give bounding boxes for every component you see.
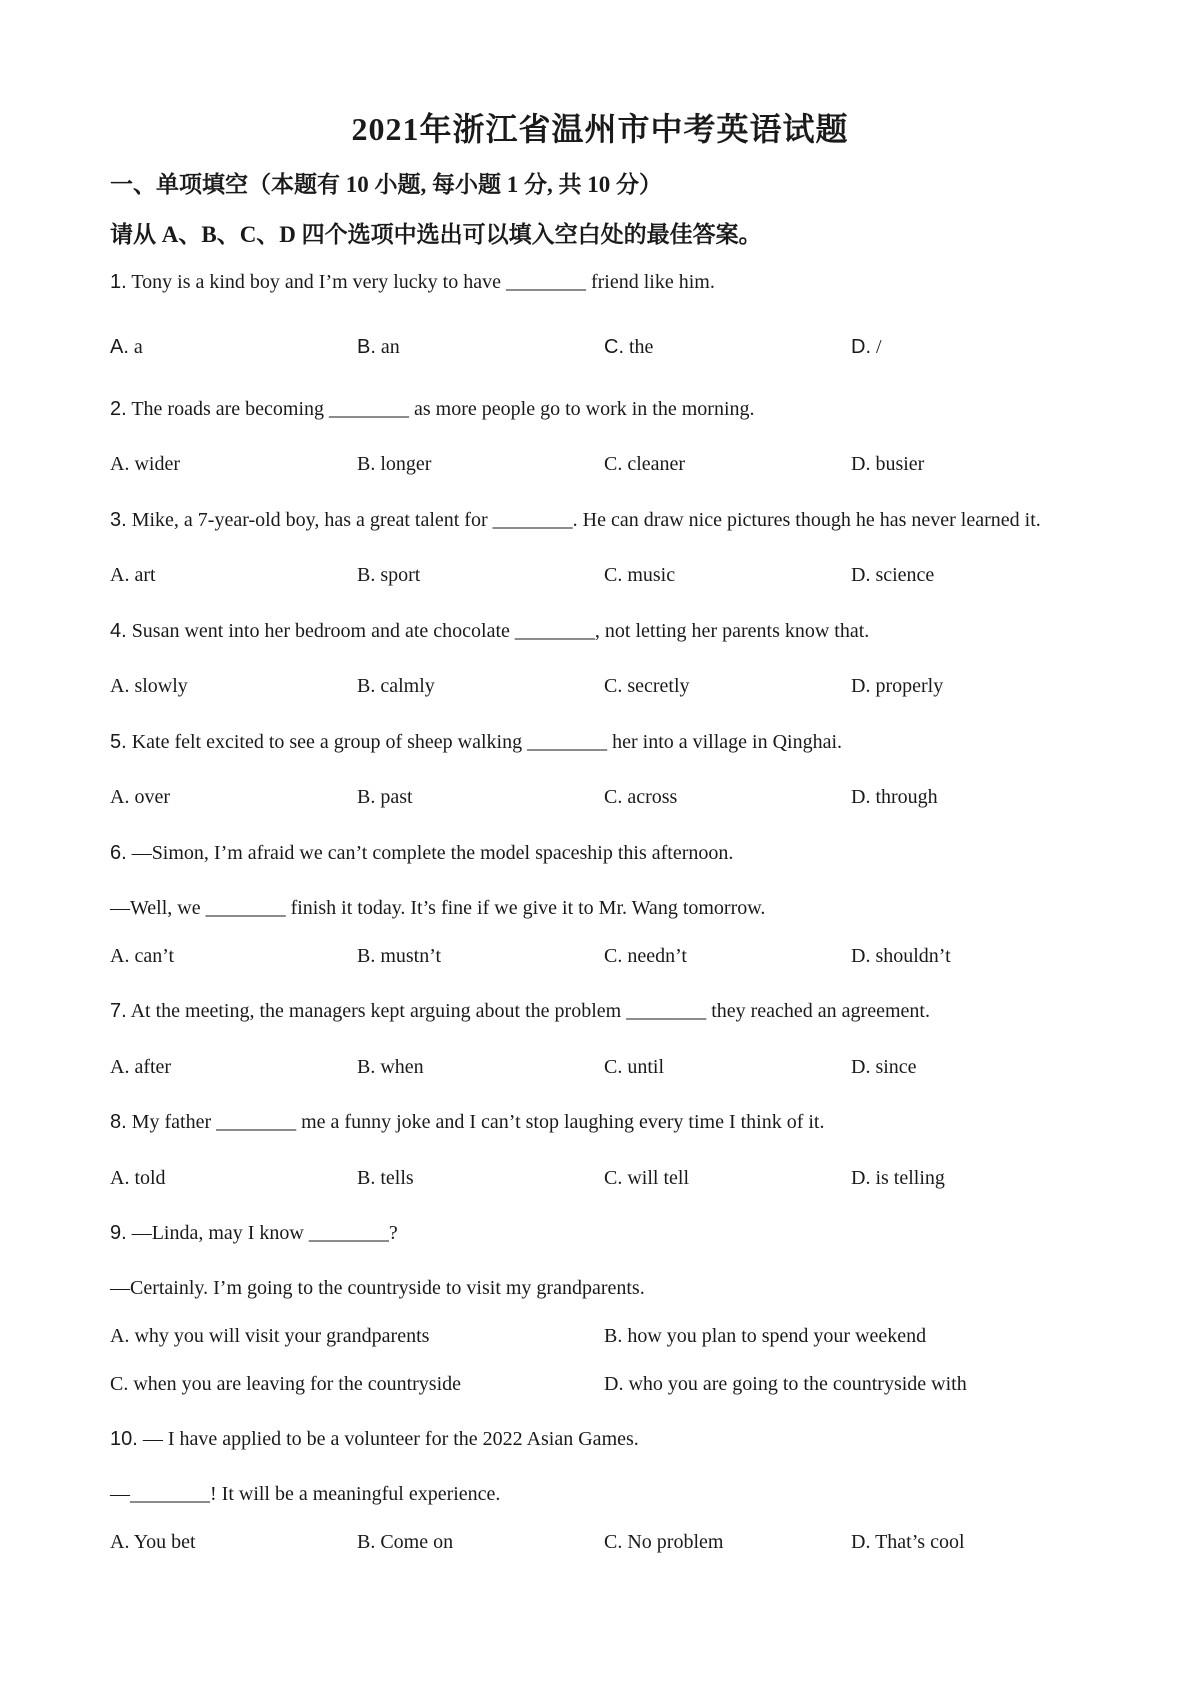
option-a[interactable]: A. art [110, 564, 156, 586]
option-d[interactable]: D. science [851, 564, 935, 586]
option-b[interactable]: B. calmly [357, 675, 435, 697]
question-1-options [110, 336, 1110, 362]
option-d[interactable]: D. properly [851, 675, 944, 697]
question-10-reply: —________! It will be a meaningful experience. [110, 1483, 501, 1505]
option-d[interactable]: D. / [851, 336, 882, 358]
option-d[interactable]: D. busier [851, 453, 925, 475]
option-c[interactable]: C. across [604, 786, 678, 808]
question-8-options [110, 1167, 1110, 1193]
option-a[interactable]: A. You bet [110, 1531, 196, 1553]
option-d[interactable]: D. shouldn’t [851, 945, 951, 967]
option-d[interactable]: D. through [851, 786, 938, 808]
question-10: 10. — I have applied to be a volunteer for the 2022 Asian Games. [110, 1428, 639, 1450]
option-b[interactable]: B. how you plan to spend your weekend [604, 1325, 927, 1347]
option-c[interactable]: C. cleaner [604, 453, 686, 475]
section-heading: 一、单项填空（本题有 10 小题, 每小题 1 分, 共 10 分） [110, 172, 662, 197]
option-c[interactable]: C. No problem [604, 1531, 724, 1553]
option-a[interactable]: A. slowly [110, 675, 188, 697]
option-a[interactable]: A. wider [110, 453, 180, 475]
question-7: 7. At the meeting, the managers kept arguing about the problem ________ they reached an agreement. [110, 1000, 930, 1022]
question-10-options [110, 1531, 1110, 1557]
option-c[interactable]: C. will tell [604, 1167, 689, 1189]
option-b[interactable]: B. tells [357, 1167, 414, 1189]
option-c[interactable]: C. the [604, 336, 654, 358]
option-c[interactable]: C. needn’t [604, 945, 687, 967]
question-7-options [110, 1056, 1110, 1082]
question-5-options [110, 786, 1110, 812]
question-3: 3. Mike, a 7-year-old boy, has a great talent for ________. He can draw nice pictures though he has never learned it. [110, 509, 1041, 531]
question-6-reply: —Well, we ________ finish it today. It’s fine if we give it to Mr. Wang tomorrow. [110, 897, 766, 919]
option-b[interactable]: B. Come on [357, 1531, 454, 1553]
option-a[interactable]: A. over [110, 786, 170, 808]
question-1: 1. Tony is a kind boy and I’m very lucky to have ________ friend like him. [110, 271, 715, 293]
option-b[interactable]: B. past [357, 786, 413, 808]
option-a[interactable]: A. after [110, 1056, 172, 1078]
option-a[interactable]: A. can’t [110, 945, 175, 967]
option-a[interactable]: A. a [110, 336, 143, 358]
section-instruction: 请从 A、B、C、D 四个选项中选出可以填入空白处的最佳答案。 [110, 222, 762, 247]
option-d[interactable]: D. since [851, 1056, 917, 1078]
question-2: 2. The roads are becoming ________ as more people go to work in the morning. [110, 398, 755, 420]
question-6: 6. —Simon, I’m afraid we can’t complete the model spaceship this afternoon. [110, 842, 734, 864]
option-c[interactable]: C. music [604, 564, 676, 586]
option-a[interactable]: A. why you will visit your grandparents [110, 1325, 430, 1347]
question-4: 4. Susan went into her bedroom and ate chocolate ________, not letting her parents know that. [110, 620, 870, 642]
option-b[interactable]: B. longer [357, 453, 432, 475]
question-2-options [110, 453, 1110, 479]
option-d[interactable]: D. That’s cool [851, 1531, 965, 1553]
question-8: 8. My father ________ me a funny joke and I can’t stop laughing every time I think of it. [110, 1111, 825, 1133]
option-c[interactable]: C. secretly [604, 675, 690, 697]
question-9-options-row-1 [110, 1325, 1110, 1351]
question-3-options [110, 564, 1110, 590]
question-4-options [110, 675, 1110, 701]
option-b[interactable]: B. when [357, 1056, 424, 1078]
option-b[interactable]: B. an [357, 336, 400, 358]
option-a[interactable]: A. told [110, 1167, 166, 1189]
question-5: 5. Kate felt excited to see a group of sheep walking ________ her into a village in Qinghai. [110, 731, 843, 753]
option-d[interactable]: D. is telling [851, 1167, 945, 1189]
option-c[interactable]: C. until [604, 1056, 665, 1078]
option-b[interactable]: B. sport [357, 564, 421, 586]
page-title: 2021年浙江省温州市中考英语试题 [351, 111, 849, 147]
option-c[interactable]: C. when you are leaving for the countryside [110, 1373, 462, 1395]
option-d[interactable]: D. who you are going to the countryside with [604, 1373, 967, 1395]
question-6-options [110, 945, 1110, 971]
question-9-reply: —Certainly. I’m going to the countryside to visit my grandparents. [110, 1277, 645, 1299]
question-9-options-row-2 [110, 1373, 1110, 1399]
question-9: 9. —Linda, may I know ________? [110, 1222, 398, 1244]
option-b[interactable]: B. mustn’t [357, 945, 442, 967]
